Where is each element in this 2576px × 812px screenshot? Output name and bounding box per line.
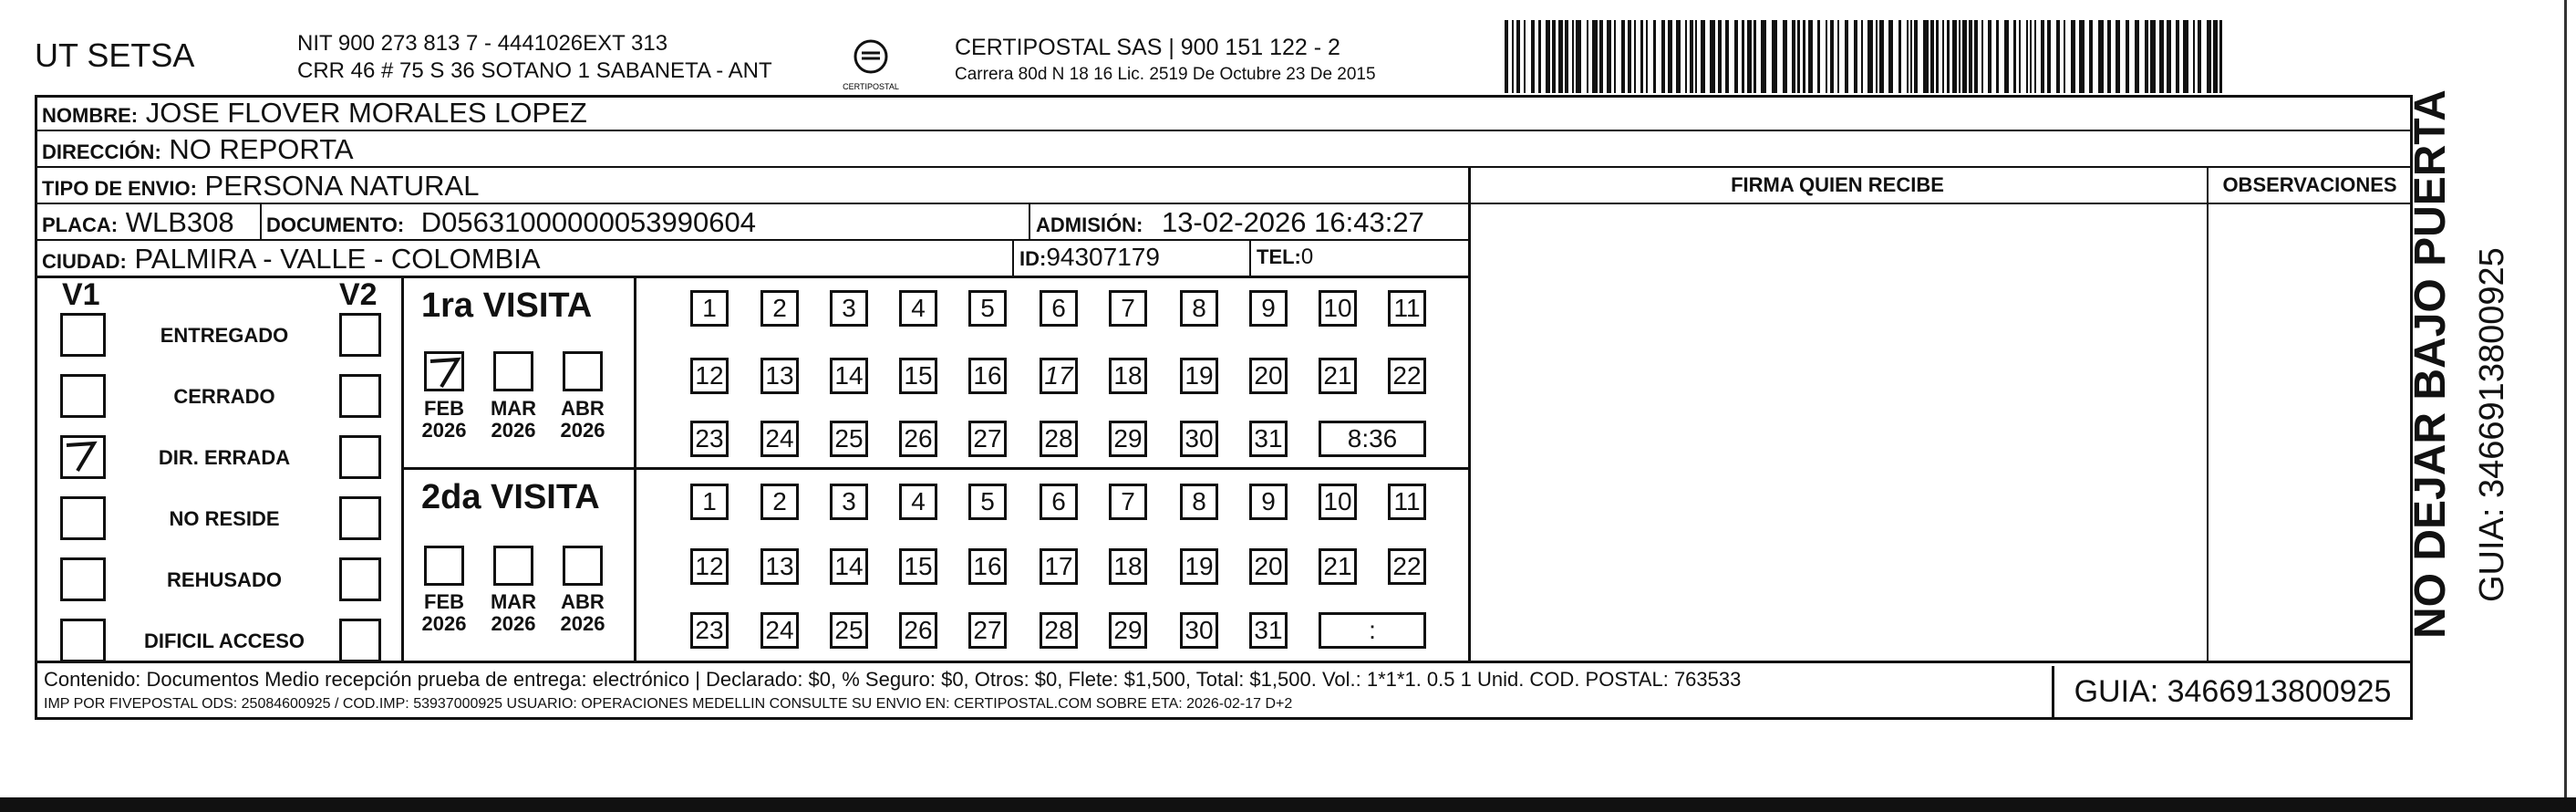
barcode-bar bbox=[1808, 20, 1813, 93]
barcode-bar bbox=[1668, 20, 1672, 93]
cell-divider bbox=[1012, 239, 1014, 276]
contents-line: Contenido: Documentos Medio recepción prueba de entrega: electrónico | Declarado: $0, % Seguro: $0, Otros: $0, Flete: $1,500, Total: $1,500. Vol.: 1*1*1. 0.5 1 Unid. COD. POSTAL: 763533 bbox=[44, 668, 1742, 691]
print-info-line: IMP POR FIVEPOSTAL ODS: 25084600925 / COD.IMP: 53937000925 USUARIO: OPERACIONES MEDELLIN CONSULTE SU ENVIO EN: CERTIPOSTAL.COM SOBRE ETA: 2026-02-17 D+2 bbox=[44, 696, 1293, 712]
barcode-bar bbox=[2198, 20, 2201, 93]
barcode-bar bbox=[2159, 20, 2164, 93]
day-box[interactable]: 30 bbox=[1180, 421, 1218, 457]
tel-cell bbox=[1257, 245, 1313, 270]
barcode-bar bbox=[1621, 20, 1625, 93]
barcode-bar bbox=[1988, 20, 1991, 93]
certipostal-logo-icon bbox=[834, 36, 907, 95]
barcode-bar bbox=[1907, 20, 1909, 93]
second-visit-title: 2da VISITA bbox=[421, 478, 600, 516]
month-label: ABR 2026 bbox=[560, 590, 605, 635]
barcode-bar bbox=[1734, 20, 1738, 93]
documento-cell bbox=[266, 206, 756, 239]
day-box[interactable]: 11 bbox=[1388, 484, 1426, 520]
placa-value: WLB308 bbox=[125, 206, 234, 238]
barcode-bar bbox=[1599, 20, 1603, 93]
company-nit: NIT 900 273 813 7 - 4441026EXT 313 bbox=[297, 31, 668, 56]
day-box[interactable]: 31 bbox=[1249, 612, 1288, 649]
barcode-bar bbox=[1930, 20, 1934, 93]
month-label: FEB 2026 bbox=[421, 397, 467, 442]
day-box[interactable]: 20 bbox=[1249, 358, 1288, 394]
documento-label: DOCUMENTO: bbox=[266, 213, 405, 236]
v1-checkbox[interactable] bbox=[60, 557, 106, 601]
barcode-bar bbox=[2079, 20, 2085, 93]
day-box[interactable]: 14 bbox=[830, 358, 868, 394]
barcode-bar bbox=[1701, 20, 1705, 93]
barcode-bar bbox=[1634, 20, 1636, 93]
barcode-bar bbox=[1592, 20, 1598, 93]
status-label: ENTREGADO bbox=[160, 324, 289, 347]
day-box[interactable]: 24 bbox=[760, 421, 799, 457]
cell-divider bbox=[1029, 203, 1030, 239]
row-divider bbox=[35, 276, 1468, 278]
barcode-bar bbox=[1898, 20, 1901, 93]
day-box[interactable]: 24 bbox=[760, 612, 799, 649]
barcode-bar bbox=[2145, 20, 2148, 93]
admision-value: 13-02-2026 16:43:27 bbox=[1161, 206, 1424, 238]
day-box[interactable]: 30 bbox=[1180, 612, 1218, 649]
barcode-bar bbox=[1952, 20, 1957, 93]
day-box[interactable]: 2 bbox=[760, 290, 799, 327]
barcode-bar bbox=[1685, 20, 1687, 93]
month-label: FEB 2026 bbox=[421, 590, 467, 635]
time-box[interactable]: 8:36 bbox=[1319, 421, 1426, 457]
day-box[interactable]: 1 bbox=[690, 484, 729, 520]
barcode-bar bbox=[1718, 20, 1722, 93]
day-box[interactable]: 27 bbox=[968, 421, 1007, 457]
v2-checkbox[interactable] bbox=[339, 435, 381, 479]
day-box[interactable]: 16 bbox=[968, 548, 1007, 585]
barcode-bar bbox=[1628, 20, 1631, 93]
barcode-bar bbox=[1914, 20, 1918, 93]
barcode-bar bbox=[1538, 20, 1541, 93]
company-address: CRR 46 # 75 S 36 SOTANO 1 SABANETA - ANT bbox=[297, 58, 772, 83]
barcode-bar bbox=[2071, 20, 2075, 93]
certipostal-name: CERTIPOSTAL SAS | 900 151 122 - 2 bbox=[955, 35, 1340, 60]
day-box[interactable]: 11 bbox=[1388, 290, 1426, 327]
status-label: DIR. ERRADA bbox=[158, 446, 291, 469]
first-visit-title: 1ra VISITA bbox=[421, 286, 593, 325]
column-divider bbox=[2207, 166, 2209, 661]
barcode-bar bbox=[1792, 20, 1795, 93]
barcode-bar bbox=[1747, 20, 1752, 93]
v2-checkbox[interactable] bbox=[339, 374, 381, 418]
day-box[interactable]: 29 bbox=[1109, 612, 1147, 649]
guia-number: GUIA: 3466913800925 bbox=[2052, 666, 2411, 717]
v1-checkbox[interactable] bbox=[60, 374, 106, 418]
barcode-bar bbox=[1888, 20, 1893, 93]
row-divider bbox=[35, 130, 2413, 131]
barcode-bar bbox=[1830, 20, 1834, 93]
barcode-bar bbox=[1837, 20, 1839, 93]
side-guia: GUIA: 3466913800925 bbox=[2473, 247, 2511, 602]
day-box[interactable]: 28 bbox=[1040, 421, 1078, 457]
nombre-value: JOSE FLOVER MORALES LOPEZ bbox=[145, 97, 587, 129]
observaciones-header: OBSERVACIONES bbox=[2222, 173, 2397, 196]
month-checkbox[interactable] bbox=[563, 546, 603, 586]
day-box[interactable]: 17 bbox=[1040, 358, 1078, 394]
barcode-bar bbox=[1552, 20, 1556, 93]
day-box[interactable]: 29 bbox=[1109, 421, 1147, 457]
day-box[interactable]: 23 bbox=[690, 421, 729, 457]
page-bottom-edge bbox=[0, 797, 2576, 812]
day-box[interactable]: 21 bbox=[1319, 358, 1357, 394]
row-divider bbox=[35, 239, 1468, 241]
day-box[interactable]: 28 bbox=[1040, 612, 1078, 649]
ciudad-label: CIUDAD: bbox=[42, 250, 127, 273]
barcode-bar bbox=[2089, 20, 2093, 93]
month-checkbox[interactable] bbox=[493, 351, 533, 391]
status-label: REHUSADO bbox=[167, 568, 282, 591]
day-box[interactable]: 4 bbox=[899, 290, 937, 327]
admision-cell bbox=[1036, 206, 1424, 239]
month-checkbox[interactable] bbox=[424, 546, 464, 586]
barcode-bar bbox=[2116, 20, 2120, 93]
barcode-bar bbox=[2213, 20, 2218, 93]
barcode-bar bbox=[1947, 20, 1950, 93]
tipo-envio-label: TIPO DE ENVIO: bbox=[42, 177, 197, 200]
placa-cell bbox=[42, 206, 234, 239]
barcode-bar bbox=[1817, 20, 1820, 93]
month-label: MAR 2026 bbox=[490, 590, 537, 635]
barcode-bar bbox=[1803, 20, 1805, 93]
day-box[interactable]: 10 bbox=[1319, 290, 1357, 327]
barcode-bar bbox=[2030, 20, 2032, 93]
page-right-edge bbox=[2564, 0, 2567, 797]
day-box[interactable]: 25 bbox=[830, 612, 868, 649]
barcode-bar bbox=[2026, 20, 2028, 93]
v2-checkbox[interactable] bbox=[339, 496, 381, 540]
direccion-row bbox=[42, 133, 354, 166]
firma-header: FIRMA QUIEN RECIBE bbox=[1731, 173, 1944, 196]
v1-checkbox[interactable] bbox=[60, 619, 106, 662]
barcode-bar bbox=[1695, 20, 1697, 93]
visit-column-divider bbox=[634, 276, 636, 661]
barcode-bar bbox=[1614, 20, 1616, 93]
day-box[interactable]: 7 bbox=[1109, 290, 1147, 327]
ciudad-cell bbox=[42, 243, 541, 276]
barcode-bar bbox=[1512, 20, 1514, 93]
day-box[interactable]: 5 bbox=[968, 290, 1007, 327]
barcode-bar bbox=[1572, 20, 1574, 93]
barcode-bar bbox=[2019, 20, 2021, 93]
month-checkbox[interactable] bbox=[493, 546, 533, 586]
day-box[interactable]: 13 bbox=[760, 548, 799, 585]
barcode-bar bbox=[1879, 20, 1884, 93]
day-box[interactable]: 26 bbox=[899, 612, 937, 649]
barcode-bar bbox=[1876, 20, 1878, 93]
placa-label: PLACA: bbox=[42, 213, 119, 236]
barcode-bar bbox=[2150, 20, 2156, 93]
barcode-bar bbox=[1772, 20, 1777, 93]
barcode-bar bbox=[1910, 20, 1912, 93]
day-box[interactable]: 22 bbox=[1388, 548, 1426, 585]
barcode-bar bbox=[1783, 20, 1787, 93]
day-box[interactable]: 25 bbox=[830, 421, 868, 457]
day-box[interactable]: 6 bbox=[1040, 484, 1078, 520]
id-value: 94307179 bbox=[1046, 243, 1160, 271]
side-instruction: NO DEJAR BAJO PUERTA bbox=[2406, 89, 2455, 639]
day-box[interactable]: 27 bbox=[968, 612, 1007, 649]
day-box[interactable]: 20 bbox=[1249, 548, 1288, 585]
row-divider bbox=[35, 203, 1468, 204]
day-box[interactable]: 12 bbox=[690, 358, 729, 394]
month-checkbox[interactable] bbox=[424, 351, 464, 391]
direccion-label: DIRECCIÓN: bbox=[42, 141, 161, 163]
time-box[interactable]: : bbox=[1319, 612, 1426, 649]
handwritten-check-icon bbox=[63, 438, 99, 474]
day-box[interactable]: 12 bbox=[690, 548, 729, 585]
barcode-bar bbox=[1524, 20, 1526, 93]
barcode-bar bbox=[2193, 20, 2195, 93]
barcode-bar bbox=[2219, 20, 2222, 93]
v1-checkbox[interactable] bbox=[60, 435, 106, 479]
day-box[interactable]: 14 bbox=[830, 548, 868, 585]
day-box[interactable]: 26 bbox=[899, 421, 937, 457]
visit-divider bbox=[401, 467, 1468, 470]
documento-value: D05631000000053990604 bbox=[420, 206, 756, 238]
barcode-bar bbox=[1826, 20, 1827, 93]
day-box[interactable]: 3 bbox=[830, 484, 868, 520]
barcode-bar bbox=[1942, 20, 1944, 93]
day-box[interactable]: 4 bbox=[899, 484, 937, 520]
column-header-line bbox=[1468, 203, 2413, 204]
tel-label: TEL: bbox=[1257, 245, 1301, 268]
tel-value: 0 bbox=[1300, 245, 1314, 269]
barcode-bar bbox=[1981, 20, 1983, 93]
id-cell bbox=[1019, 243, 1160, 272]
certipostal-license: Carrera 80d N 18 16 Lic. 2519 De Octubre 23 De 2015 bbox=[955, 65, 1376, 84]
barcode-bar bbox=[2034, 20, 2036, 93]
day-box[interactable]: 10 bbox=[1319, 484, 1357, 520]
barcode-bar bbox=[1676, 20, 1681, 93]
barcode-bar bbox=[1565, 20, 1568, 93]
barcode-bar bbox=[1761, 20, 1766, 93]
barcode-bar bbox=[1607, 20, 1611, 93]
month-label: ABR 2026 bbox=[560, 397, 605, 442]
barcode-bar bbox=[1797, 20, 1800, 93]
barcode-bar bbox=[2064, 20, 2065, 93]
handwritten-check-icon bbox=[427, 354, 463, 390]
nombre-row bbox=[42, 97, 587, 130]
status-label: NO RESIDE bbox=[169, 507, 280, 530]
tipo-envio-row bbox=[42, 170, 479, 203]
status-label: CERRADO bbox=[173, 385, 275, 408]
day-box[interactable]: 9 bbox=[1249, 290, 1288, 327]
v1-checkbox[interactable] bbox=[60, 313, 106, 357]
day-box[interactable]: 1 bbox=[690, 290, 729, 327]
column-divider bbox=[1468, 166, 1471, 661]
row-divider bbox=[35, 166, 2413, 168]
id-label: ID: bbox=[1019, 247, 1047, 270]
day-box[interactable]: 3 bbox=[830, 290, 868, 327]
admision-label: ADMISIÓN: bbox=[1036, 213, 1143, 236]
barcode-bar bbox=[1969, 20, 1972, 93]
day-box[interactable]: 8 bbox=[1180, 290, 1218, 327]
barcode-bar bbox=[1516, 20, 1520, 93]
barcode-bar bbox=[1531, 20, 1535, 93]
v1-checkbox[interactable] bbox=[60, 496, 106, 540]
day-box[interactable]: 8 bbox=[1180, 484, 1218, 520]
barcode-bar bbox=[2004, 20, 2009, 93]
v1-header: V1 bbox=[62, 277, 100, 312]
barcode-bar bbox=[2047, 20, 2051, 93]
barcode-bar bbox=[2041, 20, 2044, 93]
day-box[interactable]: 6 bbox=[1040, 290, 1078, 327]
barcode-bar bbox=[1587, 20, 1588, 93]
barcode-bar bbox=[1576, 20, 1581, 93]
barcode-bar bbox=[2176, 20, 2179, 93]
direccion-value: NO REPORTA bbox=[169, 133, 354, 165]
barcode-bar bbox=[1959, 20, 1960, 93]
barcode-bar bbox=[2183, 20, 2188, 93]
day-box[interactable]: 5 bbox=[968, 484, 1007, 520]
company-name: UT SETSA bbox=[35, 36, 195, 74]
day-box[interactable]: 9 bbox=[1249, 484, 1288, 520]
nombre-label: NOMBRE: bbox=[42, 104, 139, 127]
barcode-bar bbox=[1640, 20, 1643, 93]
day-box[interactable]: 17 bbox=[1040, 548, 1078, 585]
day-box[interactable]: 18 bbox=[1109, 548, 1147, 585]
barcode-bar bbox=[1653, 20, 1656, 93]
day-box[interactable]: 21 bbox=[1319, 548, 1357, 585]
barcode-bar bbox=[1867, 20, 1873, 93]
v2-header: V2 bbox=[339, 277, 378, 312]
barcode-bar bbox=[1854, 20, 1857, 93]
day-box[interactable]: 15 bbox=[899, 358, 937, 394]
day-box[interactable]: 19 bbox=[1180, 548, 1218, 585]
day-box[interactable]: 31 bbox=[1249, 421, 1288, 457]
ciudad-value: PALMIRA - VALLE - COLOMBIA bbox=[134, 243, 541, 275]
barcode-bar bbox=[1936, 20, 1939, 93]
day-box[interactable]: 15 bbox=[899, 548, 937, 585]
barcode-bar bbox=[2013, 20, 2016, 93]
v2-checkbox[interactable] bbox=[339, 313, 381, 357]
barcode-bar bbox=[2167, 20, 2171, 93]
day-box[interactable]: 18 bbox=[1109, 358, 1147, 394]
barcode-bar bbox=[2107, 20, 2111, 93]
barcode-bar bbox=[1725, 20, 1729, 93]
barcode-bar bbox=[2207, 20, 2211, 93]
barcode-bar bbox=[1742, 20, 1744, 93]
barcode-bar bbox=[1754, 20, 1756, 93]
month-checkbox[interactable] bbox=[563, 351, 603, 391]
barcode-bar bbox=[2098, 20, 2104, 93]
barcode-bar bbox=[2126, 20, 2129, 93]
visit-column-divider bbox=[401, 276, 404, 661]
barcode-bar bbox=[1923, 20, 1929, 93]
barcode-bar bbox=[1974, 20, 1978, 93]
day-box[interactable]: 7 bbox=[1109, 484, 1147, 520]
cell-divider bbox=[1249, 239, 1251, 276]
day-box[interactable]: 22 bbox=[1388, 358, 1426, 394]
barcode-bar bbox=[2056, 20, 2060, 93]
day-box[interactable]: 16 bbox=[968, 358, 1007, 394]
v2-checkbox[interactable] bbox=[339, 619, 381, 662]
barcode-bar bbox=[1505, 20, 1508, 93]
barcode-bar bbox=[1845, 20, 1848, 93]
barcode-bar bbox=[1690, 20, 1693, 93]
day-box[interactable]: 19 bbox=[1180, 358, 1218, 394]
barcode-bar bbox=[1962, 20, 1967, 93]
logo-text: CERTIPOSTAL bbox=[843, 82, 899, 91]
barcode-bar bbox=[1861, 20, 1863, 93]
barcode-bar bbox=[1710, 20, 1715, 93]
v2-checkbox[interactable] bbox=[339, 557, 381, 601]
day-box[interactable]: 23 bbox=[690, 612, 729, 649]
barcode-bar bbox=[1646, 20, 1648, 93]
barcode-bar bbox=[2135, 20, 2139, 93]
status-label: DIFICIL ACCESO bbox=[143, 630, 305, 652]
footer-divider bbox=[35, 661, 2413, 663]
barcode-bar bbox=[1546, 20, 1550, 93]
day-box[interactable]: 2 bbox=[760, 484, 799, 520]
barcode-bar bbox=[1996, 20, 1999, 93]
month-label: MAR 2026 bbox=[490, 397, 537, 442]
barcode bbox=[1505, 20, 2232, 93]
day-box[interactable]: 13 bbox=[760, 358, 799, 394]
barcode-bar bbox=[1558, 20, 1563, 93]
cell-divider bbox=[260, 203, 262, 239]
tipo-envio-value: PERSONA NATURAL bbox=[204, 170, 480, 202]
barcode-bar bbox=[1661, 20, 1665, 93]
